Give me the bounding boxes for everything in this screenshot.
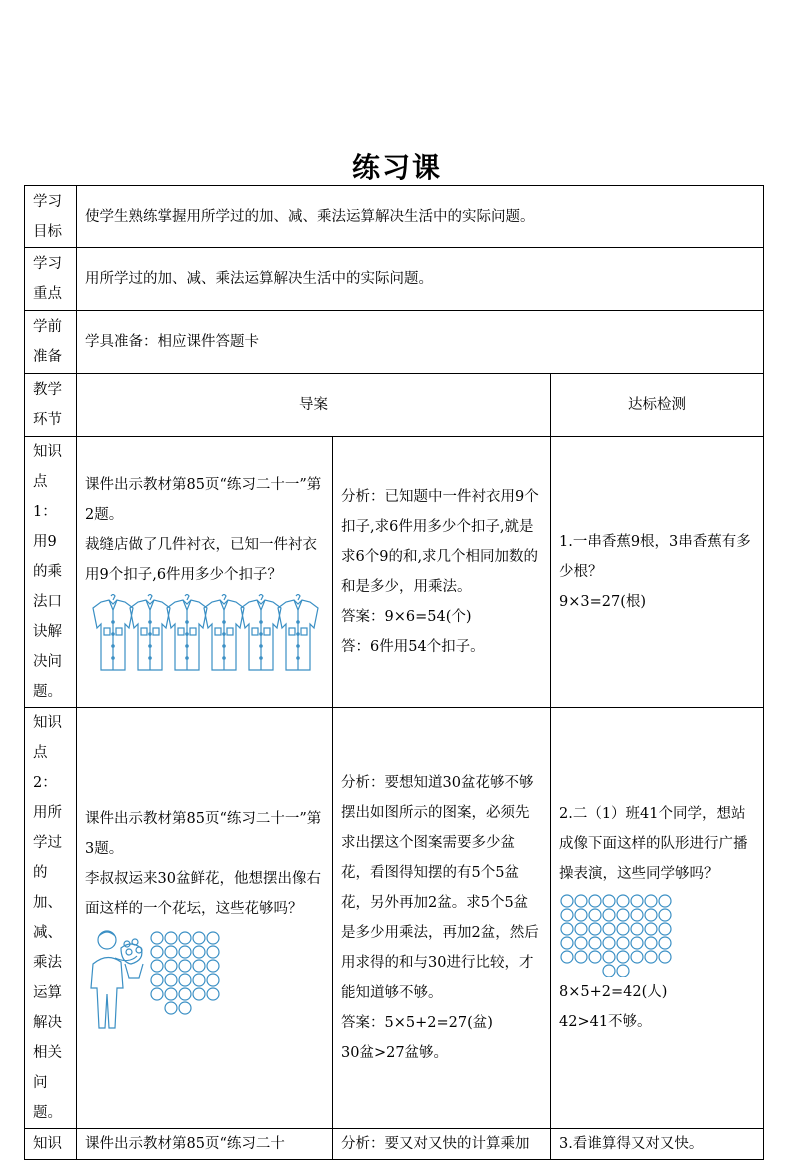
- knowledge-2-guide: [77, 708, 333, 1129]
- lesson-table: [24, 185, 764, 1160]
- knowledge-1-analysis: 分析：已知题中一件衬衣用9个扣子,求6件用多少个扣子,就是求6个9的和,求几个相同加数的和是多少，用乘法。 答案：9×6=54(个) 答：6件用54个扣子。: [333, 437, 551, 708]
- check-header: 达标检测: [551, 374, 764, 437]
- row-knowledge-3: [25, 1129, 764, 1160]
- knowledge-2-guide-text: 课件出示教材第85页“练习二十一”第3题。 李叔叔运来30盆鲜花，他想摆出像右面这样的一个花坛，这些花够吗？: [85, 811, 322, 917]
- knowledge-1-guide: [77, 437, 333, 708]
- knowledge-2-label: 知识 点2： 用所 学过 的加、 减、 乘法 运算 解决 相关 问题。: [25, 708, 77, 1129]
- preparation-text: 学具准备：相应课件答题卡: [77, 311, 764, 374]
- row-knowledge-2: [25, 708, 764, 1129]
- teaching-stage-label: 教学 环节: [25, 374, 77, 437]
- knowledge-2-analysis: 分析：要想知道30盆花够不够摆出如图所示的图案，必须先求出摆这个图案需要多少盆花，看图得知摆的有5个5盆花，另外再加2盆。求5个5盆是多少用乘法，再加2盆，然后用求得的和与30进行比较，才能知道够不够。 答案：5×5+2=27(盆) 30盆>27盆够。: [333, 708, 551, 1129]
- learning-goal-label: 学习 目标: [25, 186, 77, 248]
- knowledge-1-check: 1.一串香蕉9根，3串香蕉有多少根？ 9×3=27(根): [551, 437, 764, 708]
- shirts-illustration: [85, 594, 321, 674]
- knowledge-3-label: 知识: [25, 1129, 77, 1160]
- learning-goal-text: 使学生熟练掌握用所学过的加、减、乘法运算解决生活中的实际问题。: [77, 186, 764, 248]
- knowledge-3-check: 3.看谁算得又对又快。: [551, 1129, 764, 1160]
- key-point-text: 用所学过的加、减、乘法运算解决生活中的实际问题。: [77, 248, 764, 311]
- formation-illustration: [559, 893, 759, 977]
- row-learning-goal: [25, 186, 764, 248]
- preparation-label: 学前 准备: [25, 311, 77, 374]
- knowledge-3-analysis: 分析：要又对又快的计算乘加: [333, 1129, 551, 1160]
- key-point-label: 学习 重点: [25, 248, 77, 311]
- knowledge-1-guide-text: 课件出示教材第85页“练习二十一”第2题。 裁缝店做了几件衬衣，已知一件衬衣用9个扣子,6件用多少个扣子？: [85, 477, 322, 583]
- row-preparation: [25, 311, 764, 374]
- knowledge-3-guide: 课件出示教材第85页“练习二十: [77, 1129, 333, 1160]
- knowledge-1-label: 知识 点1： 用9 的乘 法口 诀解 决问 题。: [25, 437, 77, 708]
- guide-header: 导案: [77, 374, 551, 437]
- row-header: [25, 374, 764, 437]
- flower-bed-illustration: [85, 928, 321, 1032]
- knowledge-2-check-answer: 8×5+2=42(人) 42>41不够。: [559, 984, 668, 1030]
- knowledge-2-check-text: 2.二（1）班41个同学，想站成像下面这样的队形进行广播操表演，这些同学够吗？: [559, 806, 748, 882]
- page-title: 练习课: [351, 151, 442, 184]
- knowledge-2-check: [551, 708, 764, 1129]
- row-knowledge-1: [25, 437, 764, 708]
- row-key-point: [25, 248, 764, 311]
